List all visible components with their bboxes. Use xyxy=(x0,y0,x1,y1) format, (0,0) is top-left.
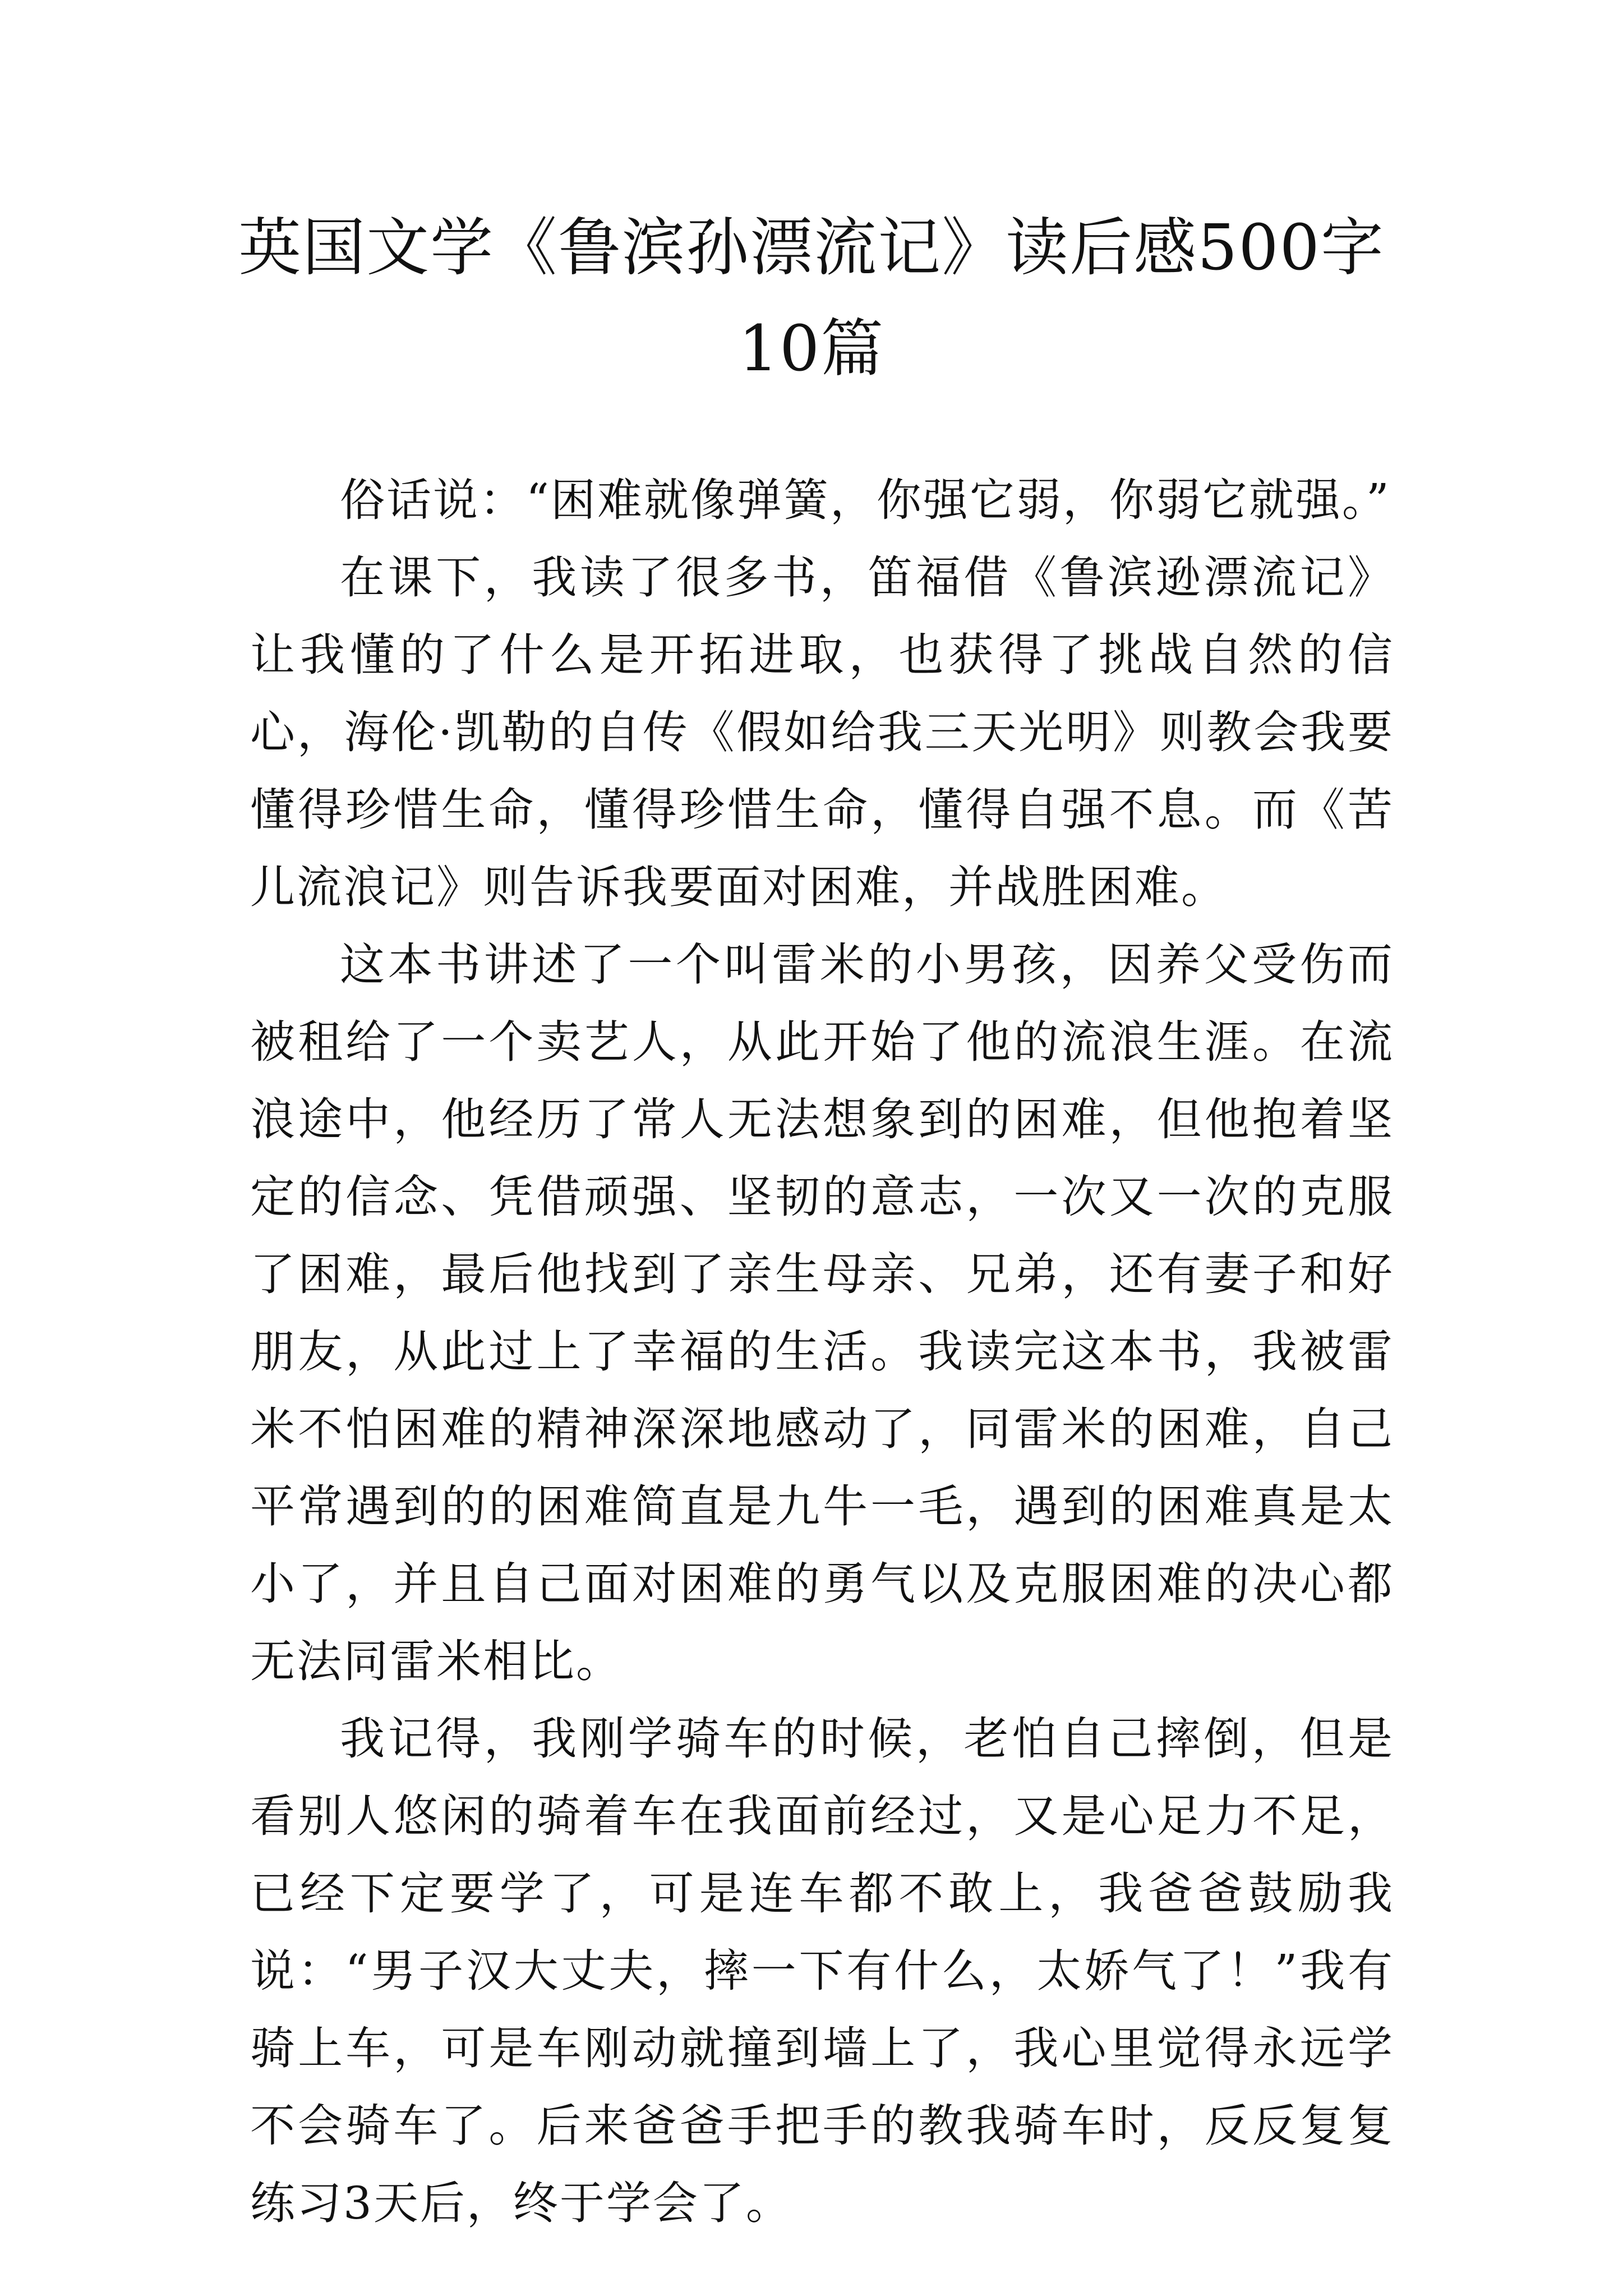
paragraph-4: 我记得，我刚学骑车的时候，老怕自己摔倒，但是看别人悠闲的骑着车在我面前经过，又是心足力不足，已经下定要学了，可是连车都不敢上，我爸爸鼓励我说：“男子汉大丈夫，摔一下有什么，太娇气了！”我有骑上车，可是车刚动就撞到墙上了，我心里觉得永远学不会骑车了。后来爸爸手把手的教我骑车时，反反复复练习3天后，终于学会了。 xyxy=(250,1713,1394,2229)
paragraph-2: 在课下，我读了很多书，笛福借《鲁滨逊漂流记》让我懂的了什么是开拓进取，也获得了挑战自然的信心，海伦·凯勒的自传《假如给我三天光明》则教会我要懂得珍惜生命，懂得珍惜生命，懂得自强不息。而《苦儿流浪记》则告诉我要面对困难，并战胜困难。 xyxy=(250,551,1394,913)
paragraph-3: 这本书讲述了一个叫雷米的小男孩，因养父受伤而被租给了一个卖艺人，从此开始了他的流浪生涯。在流浪途中，他经历了常人无法想象到的困难，但他抱着坚定的信念、凭借顽强、坚韧的意志，一次又一次的克服了困难，最后他找到了亲生母亲、兄弟，还有妻子和好朋友，从此过上了幸福的生活。我读完这本书，我被雷米不怕困难的精神深深地感动了，同雷米的困难，自己平常遇到的的困难简直是九牛一毛，遇到的困难真是太小了，并且自己面对困难的勇气以及克服困难的决心都无法同雷米相比。 xyxy=(250,938,1394,1687)
document-title: 英国文学《鲁滨孙漂流记》读后感500字10篇 xyxy=(238,211,1385,385)
document-body xyxy=(250,462,1394,2242)
paragraph-1: 俗话说：“困难就像弹簧，你强它弱，你弱它就强。” xyxy=(340,474,1391,526)
